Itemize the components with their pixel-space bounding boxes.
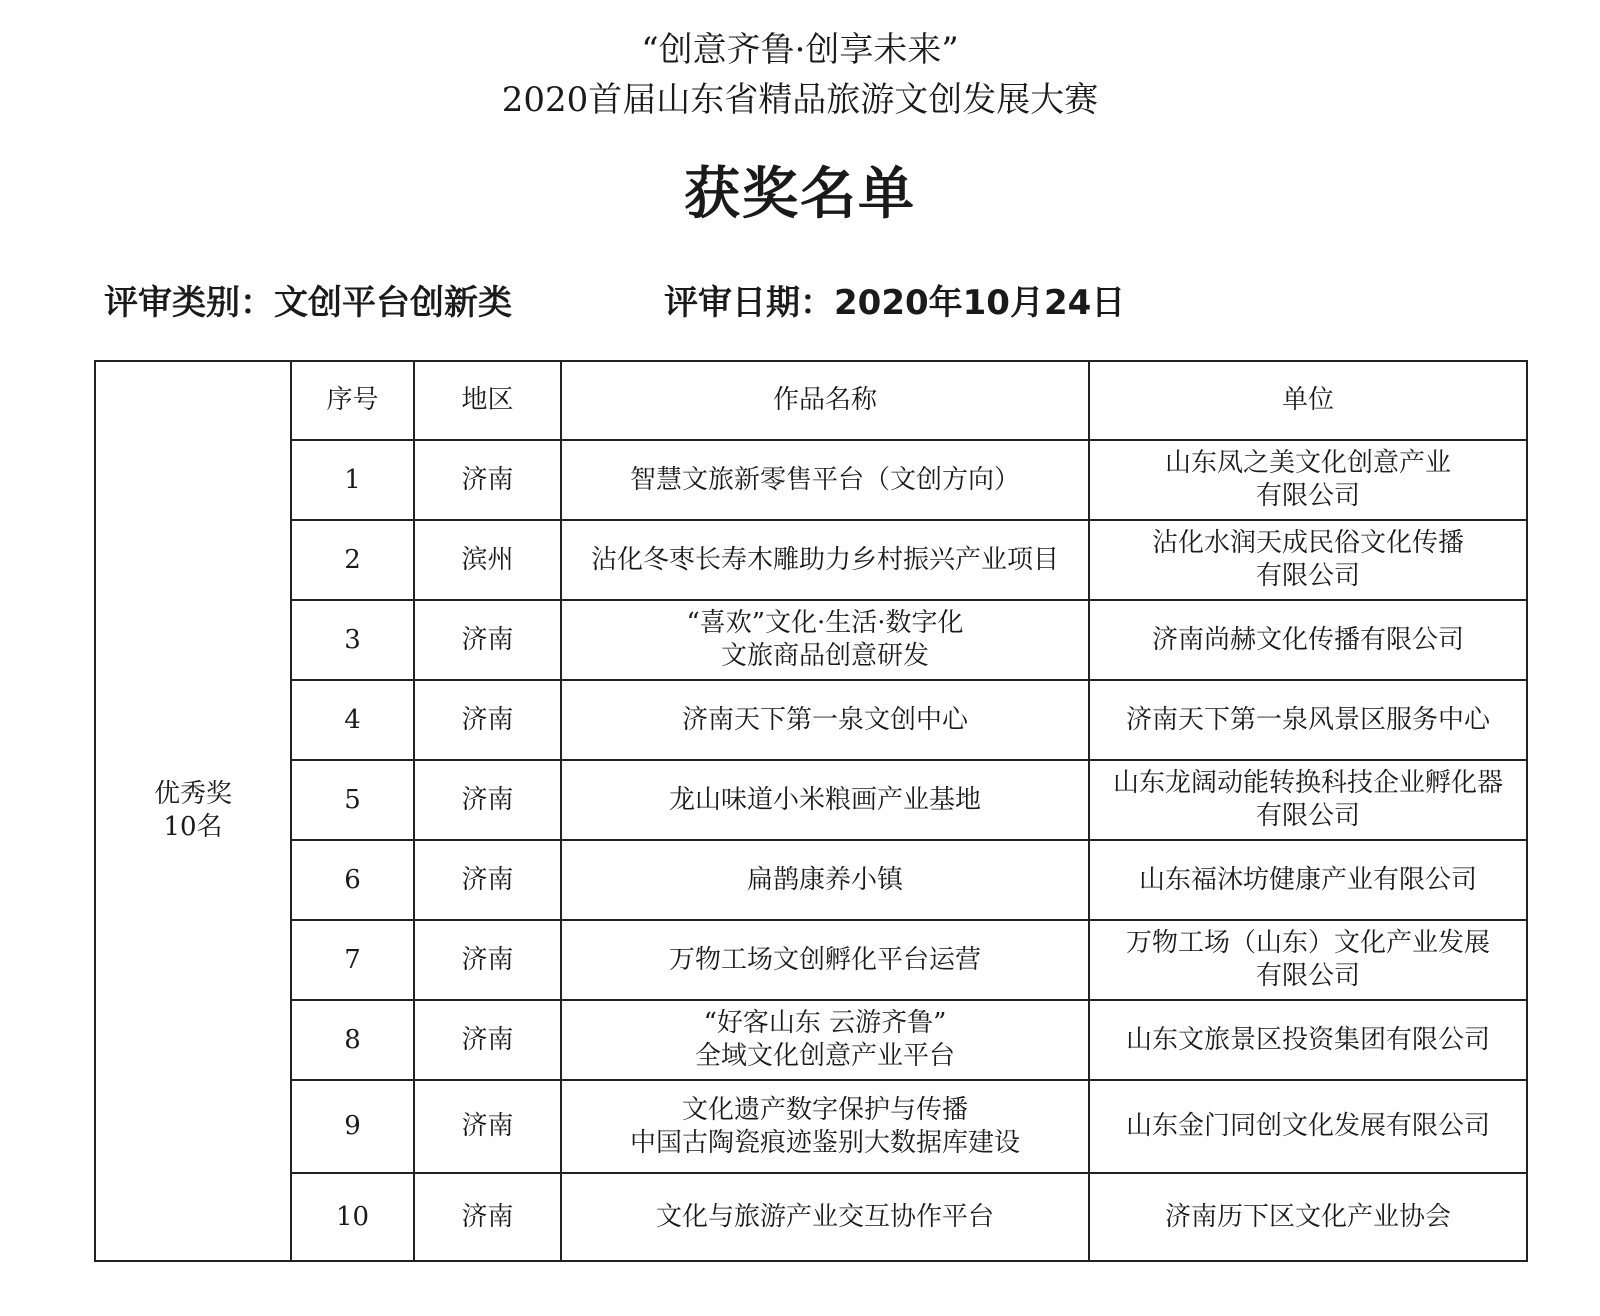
row-work-title — [561, 760, 1089, 840]
row-unit — [1089, 1080, 1527, 1173]
unit-name-line: 山东龙阔动能转换科技企业孵化器 — [1112, 768, 1503, 798]
row-work-title — [561, 680, 1089, 760]
unit-name-line: 济南尚赫文化传播有限公司 — [1151, 624, 1464, 655]
row-unit — [1089, 600, 1527, 680]
column-header-no: 序号 — [291, 361, 414, 440]
unit-name-line: 济南历下区文化产业协会 — [1164, 1201, 1451, 1232]
row-number: 8 — [291, 1000, 414, 1080]
row-work-title — [561, 920, 1089, 1000]
row-work-title — [561, 840, 1089, 920]
row-work-title — [561, 1000, 1089, 1080]
work-title-line: 文化与旅游产业交互协作平台 — [655, 1201, 994, 1232]
row-region: 济南 — [414, 680, 561, 760]
row-number: 9 — [291, 1080, 414, 1173]
row-unit — [1089, 520, 1527, 600]
work-title-line: 扁鹊康养小镇 — [746, 864, 903, 895]
table-row — [95, 680, 1527, 760]
column-header-unit: 单位 — [1089, 361, 1527, 440]
work-title-line: 智慧文旅新零售平台（文创方向） — [629, 464, 1020, 495]
table-row — [95, 520, 1527, 600]
row-work-title — [561, 1173, 1089, 1261]
work-title-line: “好客山东 云游齐鲁” — [703, 1008, 947, 1038]
row-number: 5 — [291, 760, 414, 840]
row-unit — [1089, 1173, 1527, 1261]
row-number: 3 — [291, 600, 414, 680]
document-title: 获奖名单 — [684, 162, 916, 227]
unit-name-line: 有限公司 — [1255, 961, 1360, 991]
unit-name-line: 有限公司 — [1255, 801, 1360, 831]
review-date-value: 2020年10月24日 — [834, 283, 1126, 323]
review-date — [664, 282, 1125, 324]
column-header-work: 作品名称 — [561, 361, 1089, 440]
award-level-cell — [95, 361, 291, 1261]
row-region: 济南 — [414, 600, 561, 680]
unit-name-line: 济南天下第一泉风景区服务中心 — [1125, 704, 1490, 735]
row-region: 济南 — [414, 760, 561, 840]
unit-name-line: 山东凤之美文化创意产业 — [1164, 448, 1451, 478]
competition-heading: 2020首届山东省精品旅游文创发展大赛 — [501, 80, 1099, 120]
unit-name-line: 沾化水润天成民俗文化传播 — [1151, 528, 1464, 558]
table-row — [95, 1000, 1527, 1080]
awards-table — [94, 360, 1528, 1262]
row-region: 济南 — [414, 1173, 561, 1261]
row-region: 济南 — [414, 1080, 561, 1173]
row-unit — [1089, 760, 1527, 840]
row-unit — [1089, 440, 1527, 520]
table-row — [95, 760, 1527, 840]
row-unit — [1089, 680, 1527, 760]
table-row — [95, 920, 1527, 1000]
row-unit — [1089, 1000, 1527, 1080]
award-name: 优秀奖 — [153, 779, 232, 809]
work-title-line: 龙山味道小米粮画产业基地 — [668, 784, 981, 815]
award-count: 10名 — [163, 812, 223, 842]
row-work-title — [561, 520, 1089, 600]
slogan-heading: “创意齐鲁·创享未来” — [641, 30, 959, 70]
table-row — [95, 840, 1527, 920]
row-unit — [1089, 840, 1527, 920]
unit-name-line: 山东金门同创文化发展有限公司 — [1125, 1111, 1490, 1141]
work-title-line: 中国古陶瓷痕迹鉴别大数据库建设 — [629, 1127, 1020, 1158]
unit-name-line: 有限公司 — [1255, 561, 1360, 591]
table-header-row — [95, 361, 1527, 440]
review-category — [104, 282, 512, 324]
work-title-line: 文旅商品创意研发 — [720, 641, 929, 671]
unit-name-line: 山东福沐坊健康产业有限公司 — [1138, 864, 1477, 895]
unit-name-line: 山东文旅景区投资集团有限公司 — [1125, 1024, 1490, 1055]
row-work-title — [561, 1080, 1089, 1173]
review-date-label: 评审日期： — [664, 283, 834, 323]
work-title-line: 济南天下第一泉文创中心 — [681, 704, 968, 735]
row-region: 济南 — [414, 1000, 561, 1080]
row-number: 1 — [291, 440, 414, 520]
row-number: 10 — [291, 1173, 414, 1261]
row-number: 7 — [291, 920, 414, 1000]
row-region: 滨州 — [414, 520, 561, 600]
work-title-line: 文化遗产数字保护与传播 — [681, 1094, 968, 1125]
review-category-value: 文创平台创新类 — [274, 283, 512, 323]
column-header-region: 地区 — [414, 361, 561, 440]
work-title-line: 沾化冬枣长寿木雕助力乡村振兴产业项目 — [590, 544, 1059, 575]
table-row — [95, 1173, 1527, 1261]
row-work-title — [561, 440, 1089, 520]
unit-name-line: 万物工场（山东）文化产业发展 — [1125, 928, 1490, 958]
row-work-title — [561, 600, 1089, 680]
work-title-line: “喜欢”文化·生活·数字化 — [686, 608, 964, 638]
row-region: 济南 — [414, 840, 561, 920]
table-row — [95, 600, 1527, 680]
table-row — [95, 1080, 1527, 1173]
unit-name-line: 有限公司 — [1255, 481, 1360, 511]
work-title-line: 万物工场文创孵化平台运营 — [668, 944, 981, 975]
row-number: 2 — [291, 520, 414, 600]
row-number: 4 — [291, 680, 414, 760]
table-row — [95, 440, 1527, 520]
review-category-label: 评审类别： — [104, 283, 274, 323]
row-unit — [1089, 920, 1527, 1000]
row-number: 6 — [291, 840, 414, 920]
row-region: 济南 — [414, 440, 561, 520]
row-region: 济南 — [414, 920, 561, 1000]
work-title-line: 全域文化创意产业平台 — [694, 1041, 955, 1071]
